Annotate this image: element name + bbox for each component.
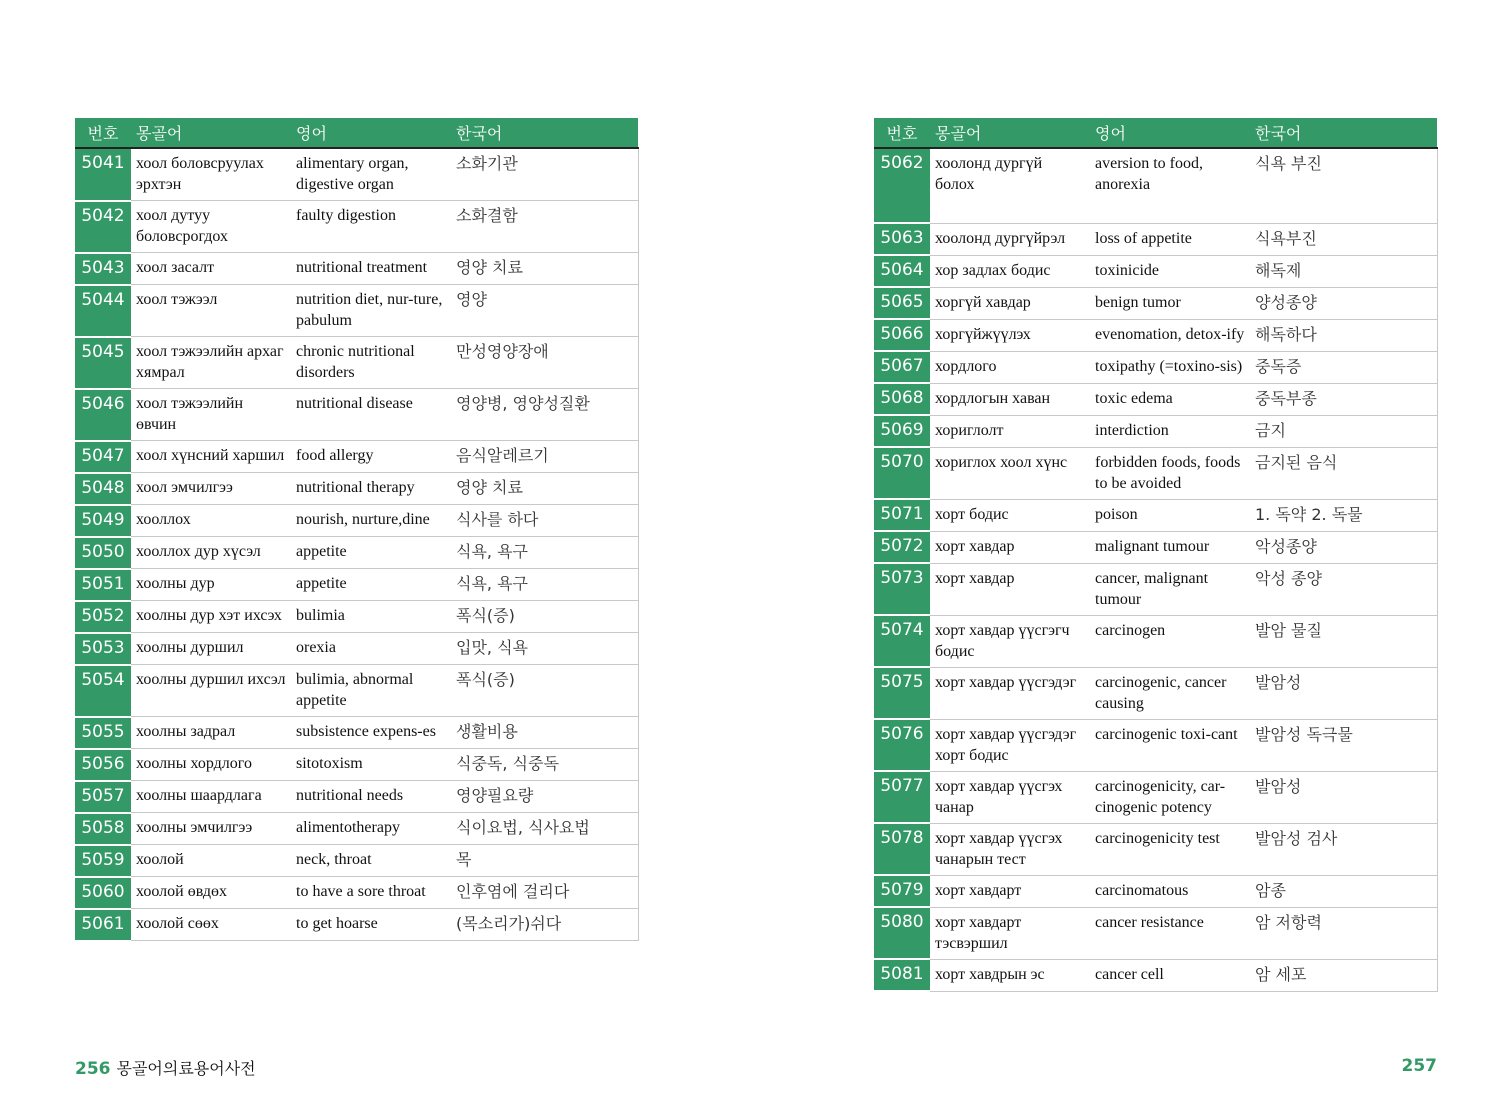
term-number: 5080 xyxy=(874,907,930,959)
term-number: 5048 xyxy=(75,473,131,505)
term-number: 5066 xyxy=(874,319,930,351)
table-row xyxy=(874,719,1437,771)
english-term: benign tumor xyxy=(1090,287,1250,319)
table-row xyxy=(874,415,1437,447)
english-term: chronic nutritional disorders xyxy=(291,337,451,389)
english-term: malignant tumour xyxy=(1090,531,1250,563)
korean-term: 생활비용 xyxy=(451,717,638,749)
left-page-table-container xyxy=(75,118,638,942)
mongolian-term: хоргүйжүүлэх xyxy=(930,319,1090,351)
term-number: 5056 xyxy=(75,749,131,781)
korean-term: 발암성 xyxy=(1250,667,1437,719)
table-row xyxy=(874,667,1437,719)
english-term: faulty digestion xyxy=(291,201,451,253)
table-row xyxy=(75,537,638,569)
english-term: nutritional disease xyxy=(291,389,451,441)
header-english: 영어 xyxy=(1090,118,1250,148)
english-term: poison xyxy=(1090,499,1250,531)
english-term: nutritional treatment xyxy=(291,253,451,285)
table-row xyxy=(874,771,1437,823)
table-row xyxy=(874,351,1437,383)
term-number: 5059 xyxy=(75,845,131,877)
term-number: 5041 xyxy=(75,148,131,201)
table-row xyxy=(75,201,638,253)
term-number: 5073 xyxy=(874,563,930,615)
table-row xyxy=(75,813,638,845)
table-row xyxy=(75,389,638,441)
english-term: loss of appetite xyxy=(1090,223,1250,255)
table-header-row xyxy=(874,118,1437,148)
table-row xyxy=(75,845,638,877)
term-number: 5068 xyxy=(874,383,930,415)
korean-term: 식욕 부진 xyxy=(1250,148,1437,223)
table-row xyxy=(874,563,1437,615)
term-number: 5057 xyxy=(75,781,131,813)
mongolian-term: хоолой сөөх xyxy=(131,909,291,941)
mongolian-term: хориглох хоол хүнс xyxy=(930,447,1090,499)
term-number: 5064 xyxy=(874,255,930,287)
english-term: appetite xyxy=(291,537,451,569)
mongolian-term: хоолонд дургүйрэл xyxy=(930,223,1090,255)
mongolian-term: хорт хавдар үүсгэдэг xyxy=(930,667,1090,719)
term-number: 5060 xyxy=(75,877,131,909)
mongolian-term: хоол дутуу боловсрогдох xyxy=(131,201,291,253)
table-row xyxy=(874,959,1437,991)
korean-term: 영양 치료 xyxy=(451,473,638,505)
term-number: 5050 xyxy=(75,537,131,569)
english-term: to get hoarse xyxy=(291,909,451,941)
mongolian-term: хоолой өвдөх xyxy=(131,877,291,909)
korean-term: 식욕부진 xyxy=(1250,223,1437,255)
english-term: appetite xyxy=(291,569,451,601)
korean-term: 악성 종양 xyxy=(1250,563,1437,615)
mongolian-term: хор задлах бодис xyxy=(930,255,1090,287)
korean-term: 음식알레르기 xyxy=(451,441,638,473)
english-term: sitotoxism xyxy=(291,749,451,781)
table-row xyxy=(874,255,1437,287)
right-term-table xyxy=(874,118,1438,992)
mongolian-term: хорт хавдар үүсгэх чанарын тест xyxy=(930,823,1090,875)
mongolian-term: хоол тэжээлийн өвчин xyxy=(131,389,291,441)
term-number: 5054 xyxy=(75,665,131,717)
term-number: 5077 xyxy=(874,771,930,823)
english-term: aversion to food, anorexia xyxy=(1090,148,1250,223)
table-row xyxy=(874,148,1437,223)
korean-term: 발암성 독극물 xyxy=(1250,719,1437,771)
korean-term: 식사를 하다 xyxy=(451,505,638,537)
table-row xyxy=(75,569,638,601)
korean-term: 암종 xyxy=(1250,875,1437,907)
mongolian-term: хорт хавдар xyxy=(930,563,1090,615)
mongolian-term: хоол хүнсний харшил xyxy=(131,441,291,473)
term-number: 5071 xyxy=(874,499,930,531)
mongolian-term: хоолны шаардлага xyxy=(131,781,291,813)
english-term: alimentotherapy xyxy=(291,813,451,845)
mongolian-term: хоолой xyxy=(131,845,291,877)
table-row xyxy=(874,499,1437,531)
english-term: alimentary organ, digestive organ xyxy=(291,148,451,201)
mongolian-term: хоол тэжээлийн архаг хямрал xyxy=(131,337,291,389)
english-term: neck, throat xyxy=(291,845,451,877)
english-term: interdiction xyxy=(1090,415,1250,447)
mongolian-term: хоолны дуршил ихсэл xyxy=(131,665,291,717)
mongolian-term: хорт хавдар үүсгэдэг хорт бодис xyxy=(930,719,1090,771)
table-row xyxy=(75,781,638,813)
english-term: evenomation, detox-ify xyxy=(1090,319,1250,351)
english-term: forbidden foods, foods to be avoided xyxy=(1090,447,1250,499)
table-row xyxy=(874,319,1437,351)
korean-term: 영양필요량 xyxy=(451,781,638,813)
table-row xyxy=(874,907,1437,959)
english-term: cancer cell xyxy=(1090,959,1250,991)
korean-term: 목 xyxy=(451,845,638,877)
english-term: bulimia, abnormal appetite xyxy=(291,665,451,717)
table-row xyxy=(75,877,638,909)
table-row xyxy=(75,285,638,337)
korean-term: 해독제 xyxy=(1250,255,1437,287)
table-row xyxy=(75,337,638,389)
mongolian-term: хордлогын хаван xyxy=(930,383,1090,415)
term-number: 5061 xyxy=(75,909,131,941)
table-row xyxy=(874,223,1437,255)
korean-term: 인후염에 걸리다 xyxy=(451,877,638,909)
korean-term: 식욕, 욕구 xyxy=(451,569,638,601)
term-number: 5045 xyxy=(75,337,131,389)
korean-term: 암 저항력 xyxy=(1250,907,1437,959)
term-number: 5058 xyxy=(75,813,131,845)
english-term: orexia xyxy=(291,633,451,665)
korean-term: 소화기관 xyxy=(451,148,638,201)
korean-term: 발암성 xyxy=(1250,771,1437,823)
table-row xyxy=(75,601,638,633)
korean-term: 식이요법, 식사요법 xyxy=(451,813,638,845)
korean-term: 만성영양장애 xyxy=(451,337,638,389)
table-row xyxy=(75,717,638,749)
korean-term: 발암성 검사 xyxy=(1250,823,1437,875)
header-english: 영어 xyxy=(291,118,451,148)
term-number: 5043 xyxy=(75,253,131,285)
mongolian-term: хоол боловсруулах эрхтэн xyxy=(131,148,291,201)
table-row xyxy=(75,253,638,285)
korean-term: (목소리가)쉬다 xyxy=(451,909,638,941)
korean-term: 발암 물질 xyxy=(1250,615,1437,667)
english-term: carcinogenic toxi-cant xyxy=(1090,719,1250,771)
korean-term: 영양 치료 xyxy=(451,253,638,285)
mongolian-term: хоолны дуршил xyxy=(131,633,291,665)
english-term: subsistence expens-es xyxy=(291,717,451,749)
left-table-body xyxy=(75,148,638,941)
mongolian-term: хорт хавдар үүсгэх чанар xyxy=(930,771,1090,823)
table-row xyxy=(75,473,638,505)
korean-term: 폭식(증) xyxy=(451,665,638,717)
term-number: 5062 xyxy=(874,148,930,223)
term-number: 5065 xyxy=(874,287,930,319)
english-term: food allergy xyxy=(291,441,451,473)
korean-term: 중독증 xyxy=(1250,351,1437,383)
english-term: bulimia xyxy=(291,601,451,633)
table-row xyxy=(874,287,1437,319)
mongolian-term: хорт хавдрын эс xyxy=(930,959,1090,991)
mongolian-term: хордлого xyxy=(930,351,1090,383)
term-number: 5055 xyxy=(75,717,131,749)
term-number: 5051 xyxy=(75,569,131,601)
footer-left xyxy=(75,1056,256,1079)
right-page-number: 257 xyxy=(1401,1056,1437,1076)
term-number: 5078 xyxy=(874,823,930,875)
english-term: cancer, malignant tumour xyxy=(1090,563,1250,615)
table-row xyxy=(75,749,638,781)
mongolian-term: хориглолт xyxy=(930,415,1090,447)
term-number: 5081 xyxy=(874,959,930,991)
korean-term: 소화결함 xyxy=(451,201,638,253)
korean-term: 영양 xyxy=(451,285,638,337)
english-term: carcinogenicity test xyxy=(1090,823,1250,875)
table-row xyxy=(874,447,1437,499)
mongolian-term: хоргүй хавдар xyxy=(930,287,1090,319)
korean-term: 금지된 음식 xyxy=(1250,447,1437,499)
table-header-row xyxy=(75,118,638,148)
korean-term: 식욕, 욕구 xyxy=(451,537,638,569)
left-term-table xyxy=(75,118,639,942)
mongolian-term: хоол эмчилгээ xyxy=(131,473,291,505)
english-term: carcinomatous xyxy=(1090,875,1250,907)
korean-term: 폭식(증) xyxy=(451,601,638,633)
english-term: toxic edema xyxy=(1090,383,1250,415)
term-number: 5052 xyxy=(75,601,131,633)
korean-term: 암 세포 xyxy=(1250,959,1437,991)
term-number: 5075 xyxy=(874,667,930,719)
mongolian-term: хооллох дур хүсэл xyxy=(131,537,291,569)
english-term: toxinicide xyxy=(1090,255,1250,287)
header-number: 번호 xyxy=(874,118,930,148)
mongolian-term: хооллох xyxy=(131,505,291,537)
right-table-body xyxy=(874,148,1437,991)
english-term: to have a sore throat xyxy=(291,877,451,909)
mongolian-term: хоолны дур xyxy=(131,569,291,601)
mongolian-term: хоол тэжээл xyxy=(131,285,291,337)
mongolian-term: хорт хавдарт xyxy=(930,875,1090,907)
mongolian-term: хоолны задрал xyxy=(131,717,291,749)
term-number: 5046 xyxy=(75,389,131,441)
header-mongolian: 몽골어 xyxy=(930,118,1090,148)
mongolian-term: хоол засалт xyxy=(131,253,291,285)
term-number: 5042 xyxy=(75,201,131,253)
korean-term: 영양병, 영양성질환 xyxy=(451,389,638,441)
mongolian-term: хорт хавдарт тэсвэршил xyxy=(930,907,1090,959)
term-number: 5079 xyxy=(874,875,930,907)
korean-term: 해독하다 xyxy=(1250,319,1437,351)
korean-term: 1. 독약 2. 독물 xyxy=(1250,499,1437,531)
table-row xyxy=(75,665,638,717)
table-row xyxy=(75,633,638,665)
english-term: toxipathy (=toxino-sis) xyxy=(1090,351,1250,383)
header-korean: 한국어 xyxy=(1250,118,1437,148)
mongolian-term: хоолны эмчилгээ xyxy=(131,813,291,845)
header-number: 번호 xyxy=(75,118,131,148)
english-term: nourish, nurture,dine xyxy=(291,505,451,537)
table-row xyxy=(874,531,1437,563)
table-row xyxy=(75,909,638,941)
mongolian-term: хорт хавдар xyxy=(930,531,1090,563)
header-mongolian: 몽골어 xyxy=(131,118,291,148)
korean-term: 중독부종 xyxy=(1250,383,1437,415)
table-row xyxy=(75,505,638,537)
table-row xyxy=(874,875,1437,907)
mongolian-term: хорт хавдар үүсгэгч бодис xyxy=(930,615,1090,667)
table-row xyxy=(75,441,638,473)
header-korean: 한국어 xyxy=(451,118,638,148)
mongolian-term: хорт бодис xyxy=(930,499,1090,531)
term-number: 5053 xyxy=(75,633,131,665)
term-number: 5049 xyxy=(75,505,131,537)
term-number: 5069 xyxy=(874,415,930,447)
table-row xyxy=(874,823,1437,875)
term-number: 5074 xyxy=(874,615,930,667)
mongolian-term: хоолонд дургүй болох xyxy=(930,148,1090,223)
korean-term: 식중독, 식중독 xyxy=(451,749,638,781)
book-title: 몽골어의료용어사전 xyxy=(116,1059,256,1078)
table-row xyxy=(874,383,1437,415)
english-term: carcinogen xyxy=(1090,615,1250,667)
korean-term: 금지 xyxy=(1250,415,1437,447)
english-term: carcinogenicity, car-cinogenic potency xyxy=(1090,771,1250,823)
term-number: 5063 xyxy=(874,223,930,255)
english-term: nutrition diet, nur-ture, pabulum xyxy=(291,285,451,337)
mongolian-term: хоолны хордлого xyxy=(131,749,291,781)
right-page-table-container xyxy=(874,118,1437,992)
table-row xyxy=(874,615,1437,667)
term-number: 5070 xyxy=(874,447,930,499)
table-row xyxy=(75,148,638,201)
term-number: 5076 xyxy=(874,719,930,771)
english-term: nutritional therapy xyxy=(291,473,451,505)
korean-term: 악성종양 xyxy=(1250,531,1437,563)
term-number: 5072 xyxy=(874,531,930,563)
korean-term: 양성종양 xyxy=(1250,287,1437,319)
term-number: 5047 xyxy=(75,441,131,473)
term-number: 5044 xyxy=(75,285,131,337)
english-term: nutritional needs xyxy=(291,781,451,813)
korean-term: 입맛, 식욕 xyxy=(451,633,638,665)
english-term: cancer resistance xyxy=(1090,907,1250,959)
english-term: carcinogenic, cancer causing xyxy=(1090,667,1250,719)
term-number: 5067 xyxy=(874,351,930,383)
mongolian-term: хоолны дур хэт ихсэх xyxy=(131,601,291,633)
left-page-number: 256 xyxy=(75,1059,111,1079)
